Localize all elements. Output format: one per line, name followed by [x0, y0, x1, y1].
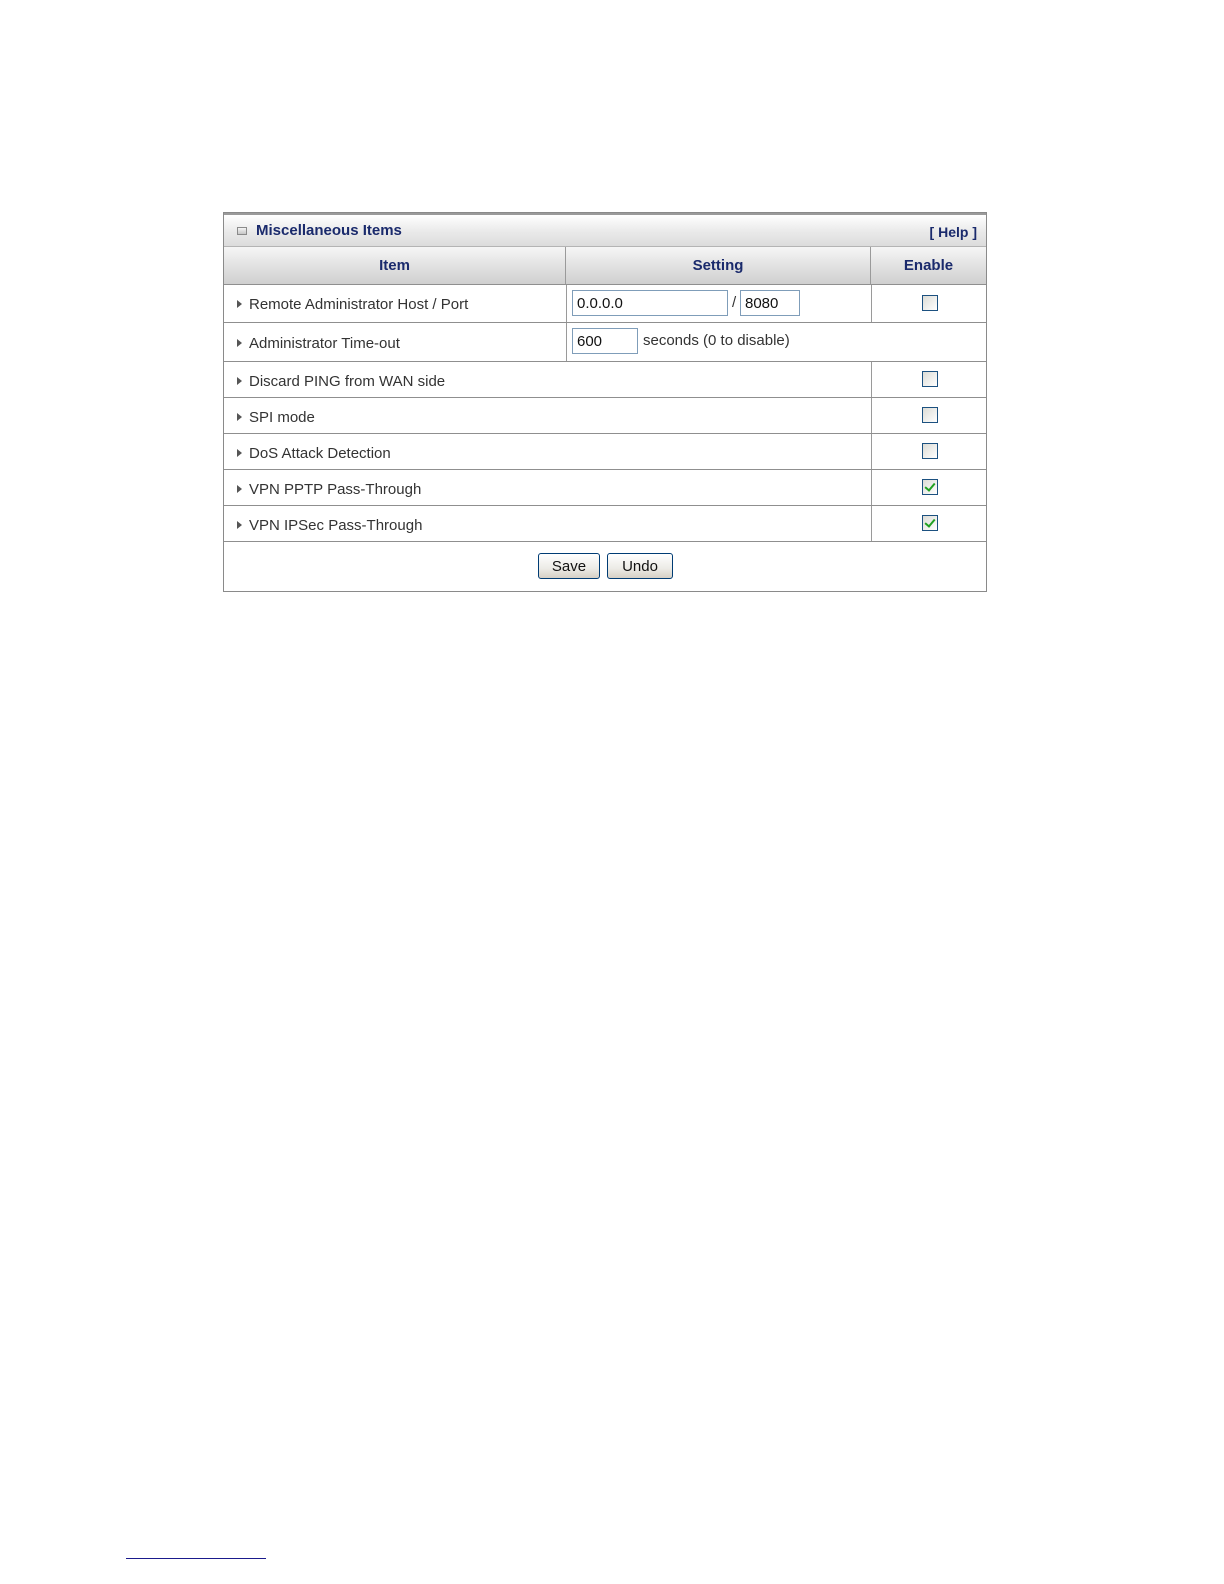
row-label: VPN IPSec Pass-Through: [249, 517, 423, 534]
column-header-enable: Enable: [871, 247, 986, 285]
undo-button[interactable]: Undo: [607, 553, 673, 579]
row-label: DoS Attack Detection: [249, 445, 391, 462]
row-label: Administrator Time-out: [249, 335, 400, 352]
host-port-separator: /: [732, 294, 737, 311]
panel-title-bar: [224, 213, 986, 247]
remote-admin-checkbox[interactable]: [922, 295, 938, 311]
window-icon: [237, 227, 247, 235]
save-button[interactable]: Save: [538, 553, 600, 579]
triangle-right-icon: [237, 485, 242, 493]
panel-title: Miscellaneous Items: [256, 222, 402, 239]
column-header-item: Item: [224, 247, 566, 285]
vpn-pptp-checkbox[interactable]: [922, 479, 938, 495]
row-dos-detection: [224, 434, 986, 470]
triangle-right-icon: [237, 339, 242, 347]
row-enable-cell: [871, 285, 986, 322]
timeout-input[interactable]: [572, 328, 638, 354]
discard-ping-checkbox[interactable]: [922, 371, 938, 387]
row-admin-timeout: [224, 323, 986, 362]
row-setting-cell: [566, 323, 986, 361]
row-remote-admin: [224, 285, 986, 323]
remote-host-input[interactable]: [572, 290, 728, 316]
row-enable-cell: [871, 470, 986, 505]
row-setting-cell: [566, 285, 871, 322]
row-enable-cell: [871, 398, 986, 433]
misc-items-panel: [223, 212, 987, 592]
row-label: Discard PING from WAN side: [249, 373, 446, 390]
row-discard-ping: [224, 362, 986, 398]
vpn-ipsec-checkbox[interactable]: [922, 515, 938, 531]
timeout-hint: seconds (0 to disable): [643, 332, 790, 349]
triangle-right-icon: [237, 377, 242, 385]
remote-port-input[interactable]: [740, 290, 800, 316]
row-enable-cell: [871, 362, 986, 397]
row-enable-cell: [871, 506, 986, 541]
row-vpn-pptp: [224, 470, 986, 506]
column-header-setting: Setting: [566, 247, 871, 285]
row-vpn-ipsec: [224, 506, 986, 542]
footnote-divider: [126, 1558, 266, 1559]
spi-mode-checkbox[interactable]: [922, 407, 938, 423]
triangle-right-icon: [237, 521, 242, 529]
dos-detection-checkbox[interactable]: [922, 443, 938, 459]
triangle-right-icon: [237, 300, 242, 308]
row-spi-mode: [224, 398, 986, 434]
triangle-right-icon: [237, 449, 242, 457]
help-link[interactable]: [ Help ]: [929, 224, 977, 240]
row-label: Remote Administrator Host / Port: [249, 296, 469, 313]
row-label: SPI mode: [249, 409, 315, 426]
triangle-right-icon: [237, 413, 242, 421]
row-label: VPN PPTP Pass-Through: [249, 481, 422, 498]
row-enable-cell: [871, 434, 986, 469]
